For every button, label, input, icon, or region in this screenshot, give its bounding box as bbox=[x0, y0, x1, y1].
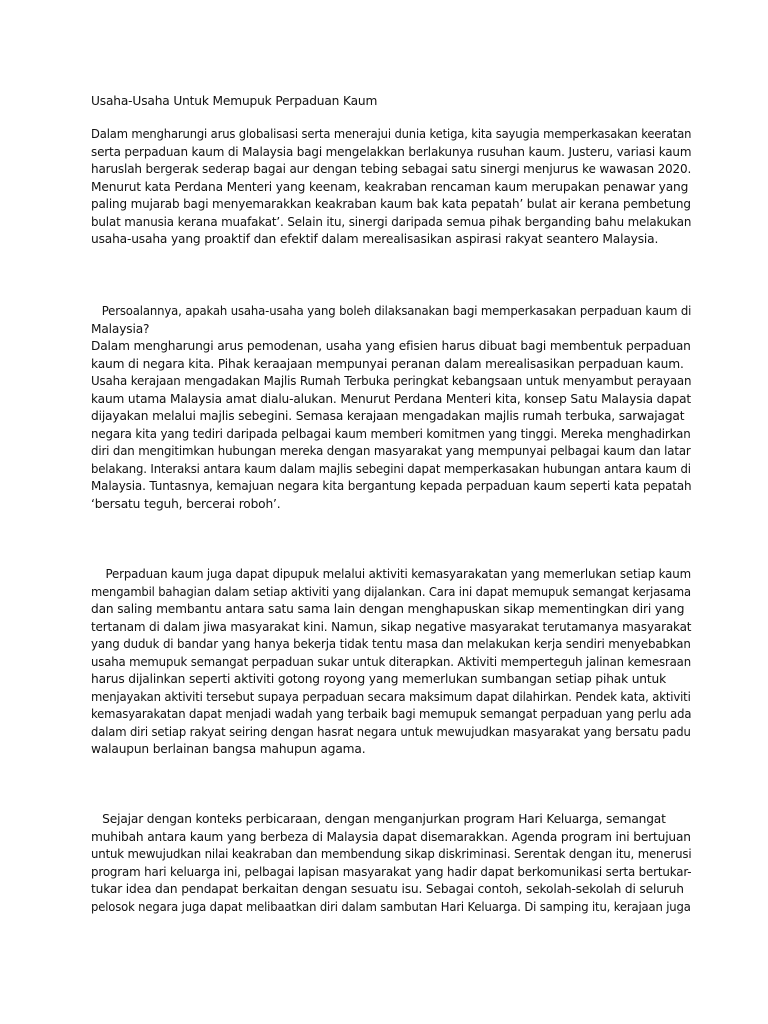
paragraph-line: usaha-usaha yang proaktif dan efektif dalam merealisasikan aspirasi rakyat seantero Malaysia. bbox=[91, 232, 659, 246]
paragraph-line: program hari keluarga ini, pelbagai lapisan masyarakat yang hadir dapat berkomunikasi serta bertukar- bbox=[91, 864, 692, 879]
paragraph-4 bbox=[91, 811, 691, 916]
paragraph-line: Sejajar dengan konteks perbicaraan, dengan menganjurkan program Hari Keluarga, semangat bbox=[91, 812, 666, 826]
paragraph-line: Persoalannya, apakah usaha-usaha yang boleh dilaksanakan bagi memperkasakan perpaduan kaum di bbox=[91, 304, 692, 318]
paragraph-line: kemasyarakatan dapat menjadi wadah yang terbaik bagi memupuk semangat perpaduan yang perlu ada bbox=[91, 707, 692, 721]
paragraph-line: ‘bersatu teguh, bercerai roboh’. bbox=[91, 496, 281, 511]
paragraph-line: yang duduk di bandar yang hanya bekerja tidak tentu masa dan melakukan kerja sendiri menyebabkan bbox=[91, 637, 691, 651]
paragraph-line: dan saling membantu antara satu sama lain dengan menghapuskan sikap mementingkan diri yang bbox=[91, 602, 685, 616]
paragraph-line: diri dan mengitimkan hubungan mereka dengan masyarakat yang mempunyai pelbagai kaum dan latar bbox=[91, 444, 691, 458]
paragraph-line: belakang. Interaksi antara kaum dalam majlis sebegini dapat memperkasakan hubungan antara kaum di bbox=[91, 461, 691, 476]
paragraph-line: Dalam mengharungi arus globalisasi serta menerajui dunia ketiga, kita sayugia memperkasakan keeratan bbox=[91, 127, 692, 141]
paragraph-line: kaum di negara kita. Pihak keraajaan mempunyai peranan dalam merealisasikan perpaduan kaum. bbox=[91, 356, 684, 371]
paragraph-line: Perpaduan kaum juga dapat dipupuk melalui aktiviti kemasyarakatan yang memerlukan setiap kaum bbox=[91, 567, 691, 581]
paragraph-line: Usaha kerajaan mengadakan Majlis Rumah Terbuka peringkat kebangsaan untuk menyambut perayaan bbox=[91, 374, 692, 388]
paragraph-line: usaha memupuk semangat perpaduan sukar untuk diterapkan. Aktiviti memperteguh jalinan kemesraan bbox=[91, 654, 691, 669]
paragraph-line: tukar idea dan pendapat berkaitan dengan sesuatu isu. Sebagai contoh, sekolah-sekolah di seluruh bbox=[91, 882, 684, 896]
paragraph-line: mengambil bahagian dalam setiap aktiviti yang dijalankan. Cara ini dapat memupuk semangat kerjasama bbox=[91, 584, 691, 599]
paragraph-line: Dalam mengharungi arus pemodenan, usaha yang efisien harus dibuat bagi membentuk perpaduan bbox=[91, 339, 691, 353]
paragraph-line: negara kita yang tediri daripada pelbagai kaum memberi komitmen yang tinggi. Mereka menghadirkan bbox=[91, 426, 691, 441]
paragraph-line: dijayakan melalui majlis sebegini. Semasa kerajaan mengadakan majlis rumah terbuka, sarwajagat bbox=[91, 409, 685, 423]
title-line: Usaha-Usaha Untuk Memupuk Perpaduan Kaum bbox=[91, 94, 378, 108]
paragraph-line: Menurut kata Perdana Menteri yang keenam, keakraban rencaman kaum merupakan penawar yang bbox=[91, 179, 689, 194]
paragraph-line: kaum utama Malaysia amat dialu-alukan. Menurut Perdana Menteri kita, konsep Satu Malaysia dapat bbox=[91, 391, 692, 406]
paragraph-1 bbox=[91, 126, 691, 249]
document-title bbox=[91, 93, 691, 111]
paragraph-line: menjayakan aktiviti tersebut supaya perpaduan secara maksimum dapat dilahirkan. Pendek kata, aktiviti bbox=[91, 689, 691, 704]
paragraph-line: untuk mewujudkan nilai keakraban dan membendung sikap diskriminasi. Serentak dengan itu, menerusi bbox=[91, 847, 692, 861]
paragraph-3 bbox=[91, 566, 691, 759]
paragraph-line: walaupun berlainan bangsa mahupun agama. bbox=[91, 742, 366, 756]
paragraph-line: Malaysia. Tuntasnya, kemajuan negara kita bergantung kepada perpaduan kaum seperti kata pepatah bbox=[91, 479, 692, 493]
paragraph-2 bbox=[91, 303, 691, 513]
paragraph-line: Malaysia? bbox=[91, 321, 150, 336]
paragraph-line: harus dijalinkan seperti aktiviti gotong royong yang memerlukan sumbangan setiap pihak untuk bbox=[91, 672, 666, 686]
paragraph-line: paling mujarab bagi menyemarakkan keakraban kaum bak kata pepatah’ bulat air kerana pembetung bbox=[91, 197, 691, 211]
paragraph-line: muhibah antara kaum yang berbeza di Malaysia dapat disemarakkan. Agenda program ini bertujuan bbox=[91, 829, 691, 844]
paragraph-line: dalam diri setiap rakyat seiring dengan hasrat negara untuk mewujudkan masyarakat yang bersatu padu bbox=[91, 724, 691, 739]
paragraph-line: pelosok negara juga dapat melibaatkan diri dalam sambutan Hari Keluarga. Di samping itu, kerajaan juga bbox=[91, 899, 691, 914]
paragraph-line: bulat manusia kerana muafakat’. Selain itu, sinergi daripada semua pihak berganding bahu melakukan bbox=[91, 214, 692, 229]
paragraph-line: haruslah bergerak sederap bagai aur dengan tebing sebagai satu sinergi menjurus ke wawasan 2020. bbox=[91, 162, 692, 176]
paragraph-line: serta perpaduan kaum di Malaysia bagi mengelakkan berlakunya rusuhan kaum. Justeru, variasi kaum bbox=[91, 144, 692, 159]
paragraph-line: tertanam di dalam jiwa masyarakat kini. Namun, sikap negative masyarakat terutamanya masyarakat bbox=[91, 619, 692, 634]
